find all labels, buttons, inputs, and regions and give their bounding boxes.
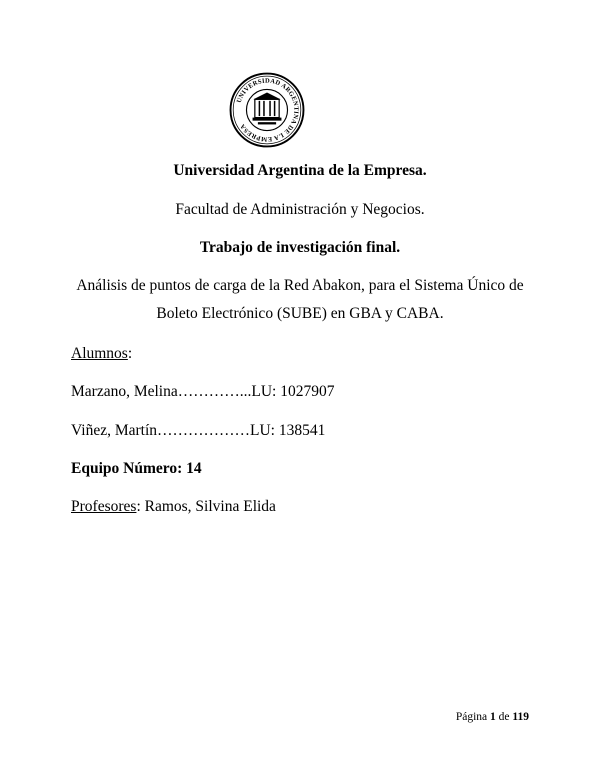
page-number-footer <box>456 711 529 723</box>
svg-text:UNIVERSIDAD ARGENTINA DE LA EM: UNIVERSIDAD ARGENTINA DE LA EMPRESA <box>235 77 300 143</box>
student-row: Viñez, Martín………………LU: 138541 <box>71 422 326 439</box>
title-line-1: Análisis de puntos de carga de la Red Abakon, para el Sistema Único de <box>76 277 524 294</box>
total-pages-number: 119 <box>512 711 529 723</box>
student-row: Marzano, Melina…………...LU: 1027907 <box>71 383 335 400</box>
document-type: Trabajo de investigación final. <box>199 239 401 256</box>
page-label: Página <box>455 711 491 723</box>
faculty-name: Facultad de Administración y Negocios. <box>175 201 425 218</box>
page-of-label: de <box>495 711 513 723</box>
university-name: Universidad Argentina de la Empresa. <box>173 162 427 179</box>
students-label: Alumnos <box>71 345 128 362</box>
title-line-2: Boleto Electrónico (SUBE) en GBA y CABA. <box>156 305 444 322</box>
students-heading <box>71 345 132 363</box>
team-number: Equipo Número: 14 <box>71 460 202 477</box>
professors-names: : Ramos, Silvina Elida <box>136 498 276 515</box>
university-seal-logo <box>229 72 305 148</box>
professors-label: Profesores <box>71 498 137 515</box>
current-page-number: 1 <box>490 711 496 723</box>
professors-line <box>71 498 276 516</box>
students-colon: : <box>127 345 133 362</box>
